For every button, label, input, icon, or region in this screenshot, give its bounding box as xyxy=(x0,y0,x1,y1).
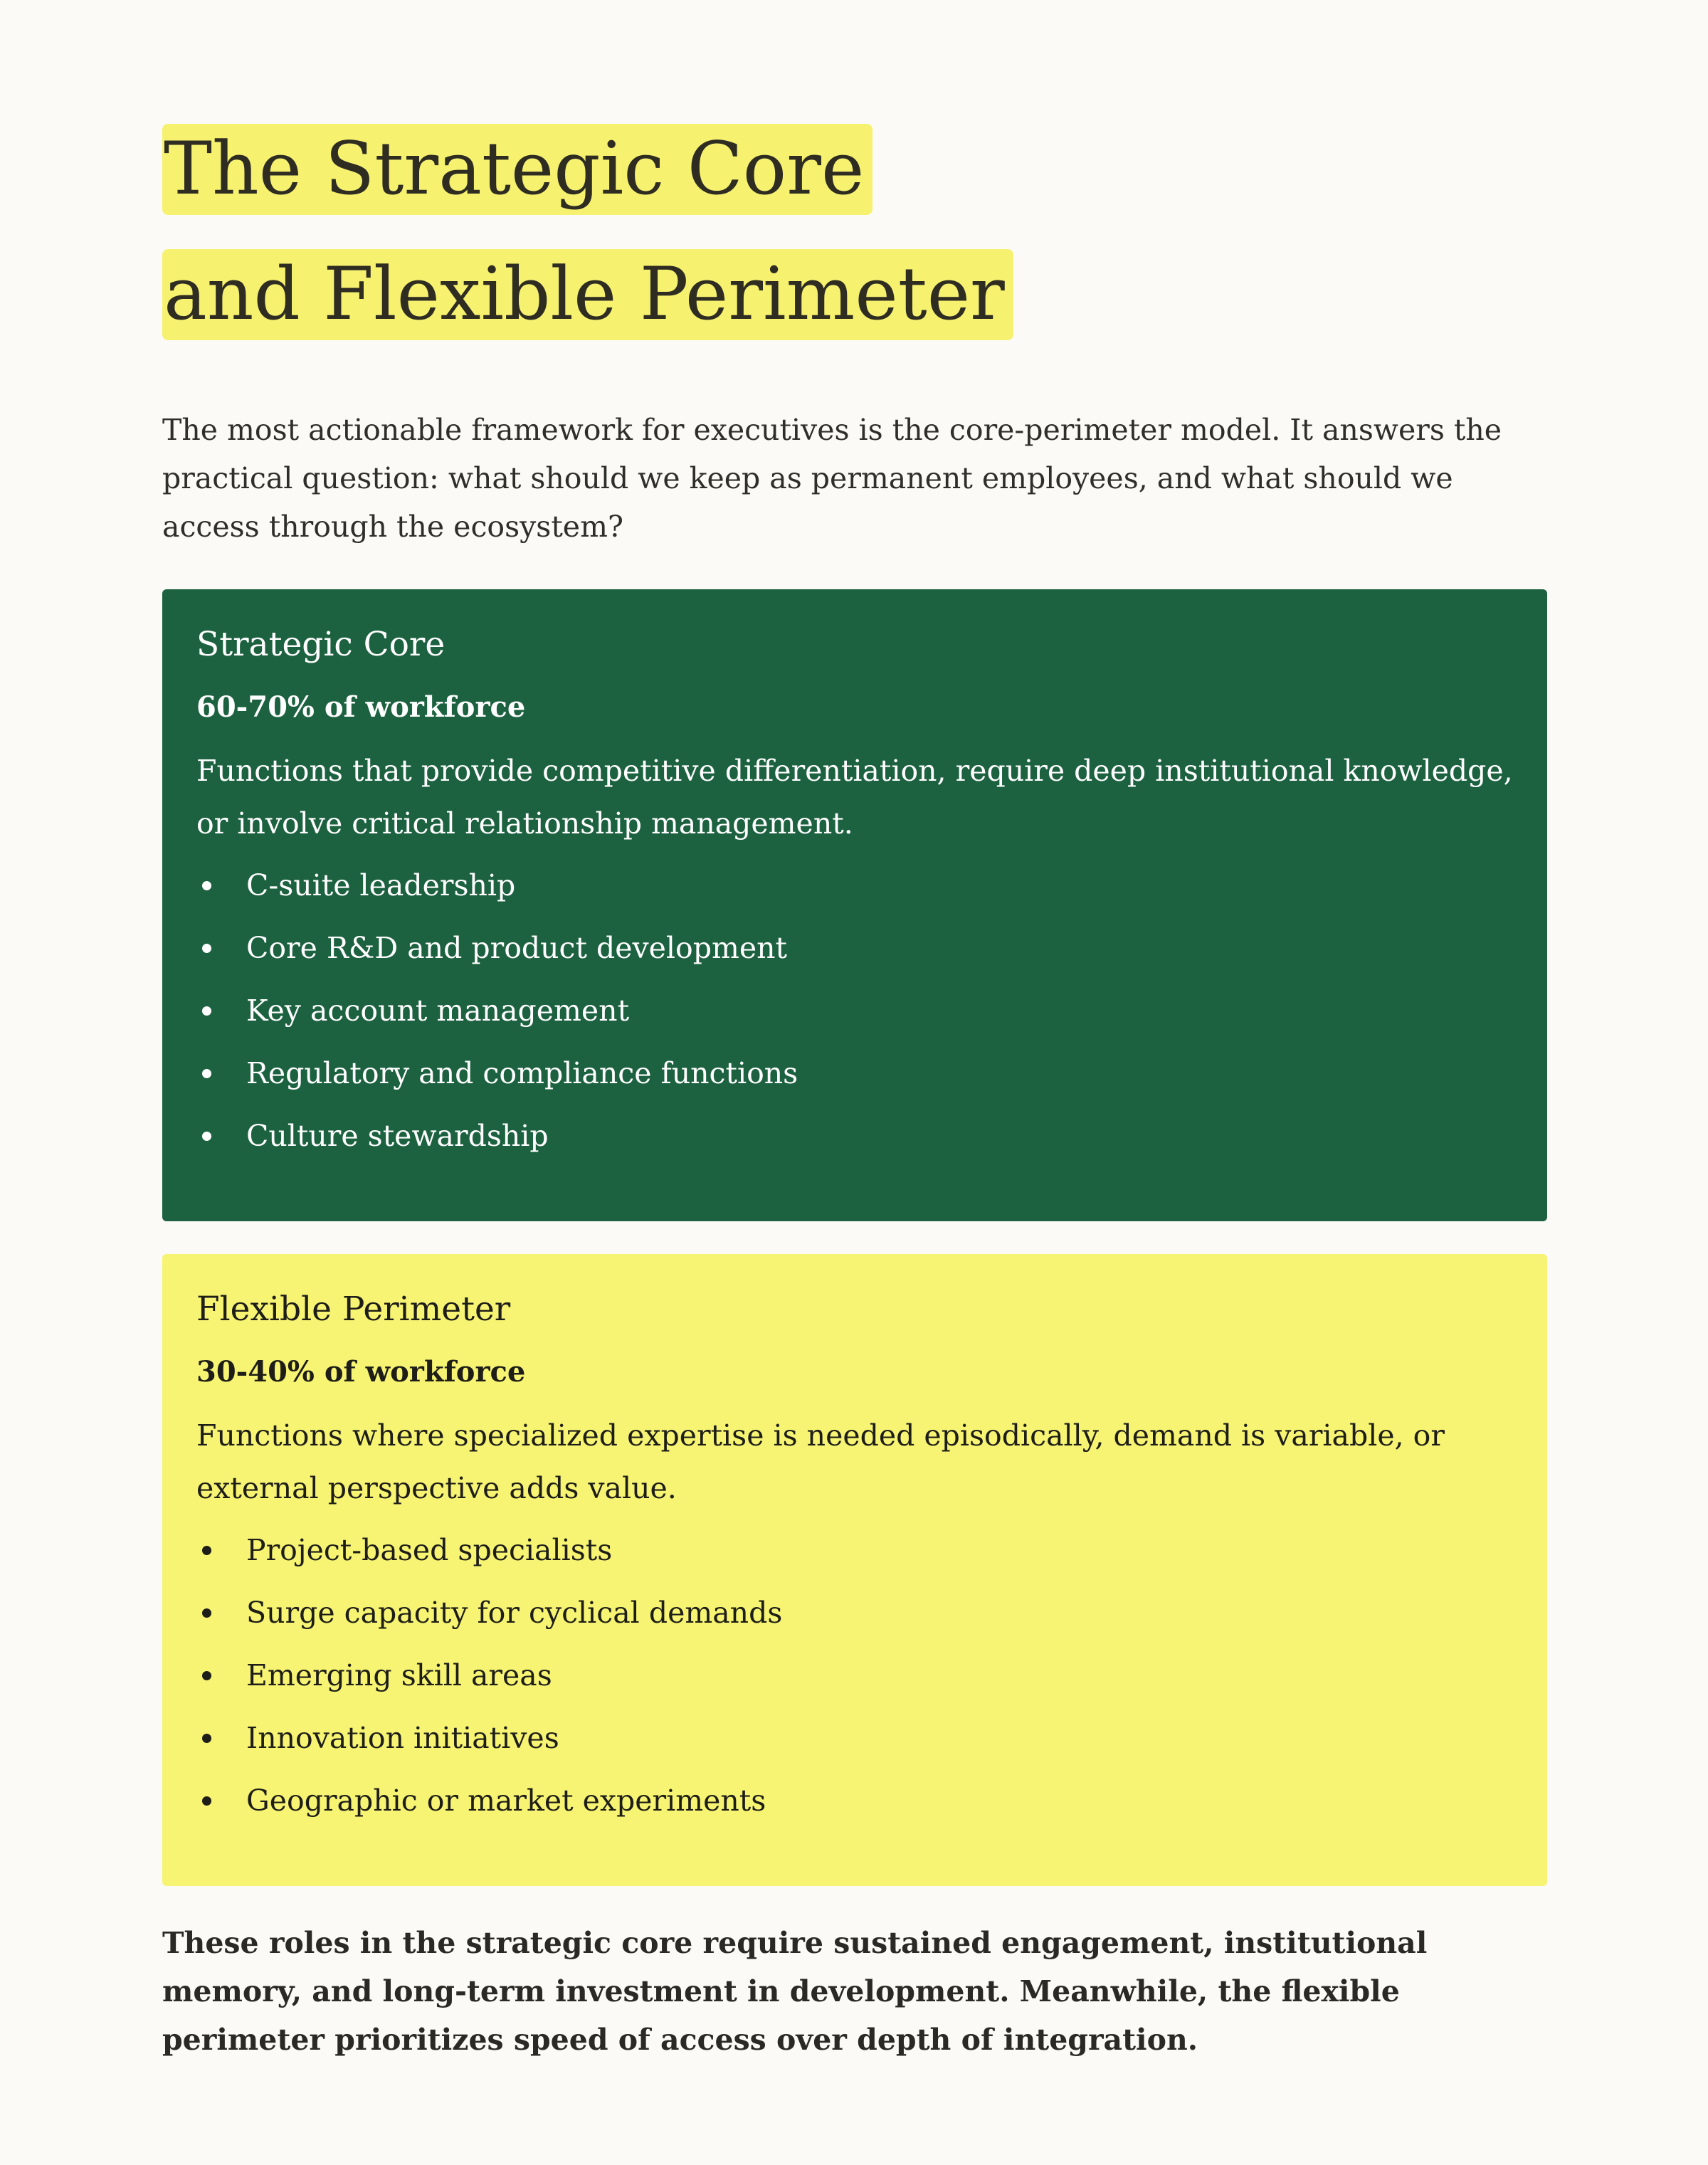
core-share: 60-70% of workforce xyxy=(196,690,526,724)
list-item xyxy=(196,1105,1513,1167)
core-list xyxy=(196,854,1513,1167)
list-item-text: Culture stewardship xyxy=(246,1119,549,1153)
title-line-1: The Strategic Core xyxy=(162,124,873,215)
list-item-text: Project-based specialists xyxy=(246,1533,613,1567)
bullet-icon xyxy=(202,1546,211,1555)
core-title: Strategic Core xyxy=(196,625,446,664)
list-item xyxy=(196,917,1513,979)
list-item xyxy=(196,1042,1513,1105)
document-page xyxy=(162,112,1547,2064)
list-item xyxy=(196,979,1513,1042)
bullet-icon xyxy=(202,1796,211,1806)
list-item-text: Regulatory and compliance functions xyxy=(246,1056,798,1090)
closing-paragraph: These roles in the strategic core require sustained engagement, institutional memory, and long-term investment in development. Meanwhile, the flexible perimeter prioritizes speed of access over depth of integration. xyxy=(162,1926,1428,2057)
list-item-text: Key account management xyxy=(246,994,630,1028)
perimeter-description: Functions where specialized expertise is needed episodically, demand is variable, or external perspective adds value. xyxy=(196,1418,1445,1505)
intro-paragraph: The most actionable framework for executives is the core-perimeter model. It answers the practical question: what should we keep as permanent employees, and what should we access through the ecosystem? xyxy=(162,413,1502,544)
strategic-core-card xyxy=(162,589,1547,1221)
core-description: Functions that provide competitive differentiation, require deep institutional knowledge, or involve critical relationship management. xyxy=(196,754,1513,841)
list-item xyxy=(196,1581,1513,1644)
list-item-text: Core R&D and product development xyxy=(246,931,788,965)
list-item xyxy=(196,1519,1513,1581)
list-item-text: Innovation initiatives xyxy=(246,1721,559,1755)
list-item xyxy=(196,1644,1513,1707)
bullet-icon xyxy=(202,1671,211,1680)
list-item-text: C-suite leadership xyxy=(246,868,516,902)
bullet-icon xyxy=(202,1069,211,1078)
page-title xyxy=(162,112,1547,363)
title-line-2: and Flexible Perimeter xyxy=(162,249,1013,340)
list-item xyxy=(196,854,1513,917)
list-item-text: Surge capacity for cyclical demands xyxy=(246,1596,783,1630)
perimeter-share: 30-40% of workforce xyxy=(196,1355,526,1389)
list-item xyxy=(196,1707,1513,1769)
bullet-icon xyxy=(202,1734,211,1743)
bullet-icon xyxy=(202,881,211,890)
list-item-text: Geographic or market experiments xyxy=(246,1784,766,1818)
list-item-text: Emerging skill areas xyxy=(246,1658,552,1692)
perimeter-list xyxy=(196,1519,1513,1832)
bullet-icon xyxy=(202,1608,211,1618)
flexible-perimeter-card xyxy=(162,1254,1547,1886)
list-item xyxy=(196,1769,1513,1832)
perimeter-title: Flexible Perimeter xyxy=(196,1290,511,1329)
bullet-icon xyxy=(202,944,211,953)
bullet-icon xyxy=(202,1006,211,1016)
bullet-icon xyxy=(202,1132,211,1141)
